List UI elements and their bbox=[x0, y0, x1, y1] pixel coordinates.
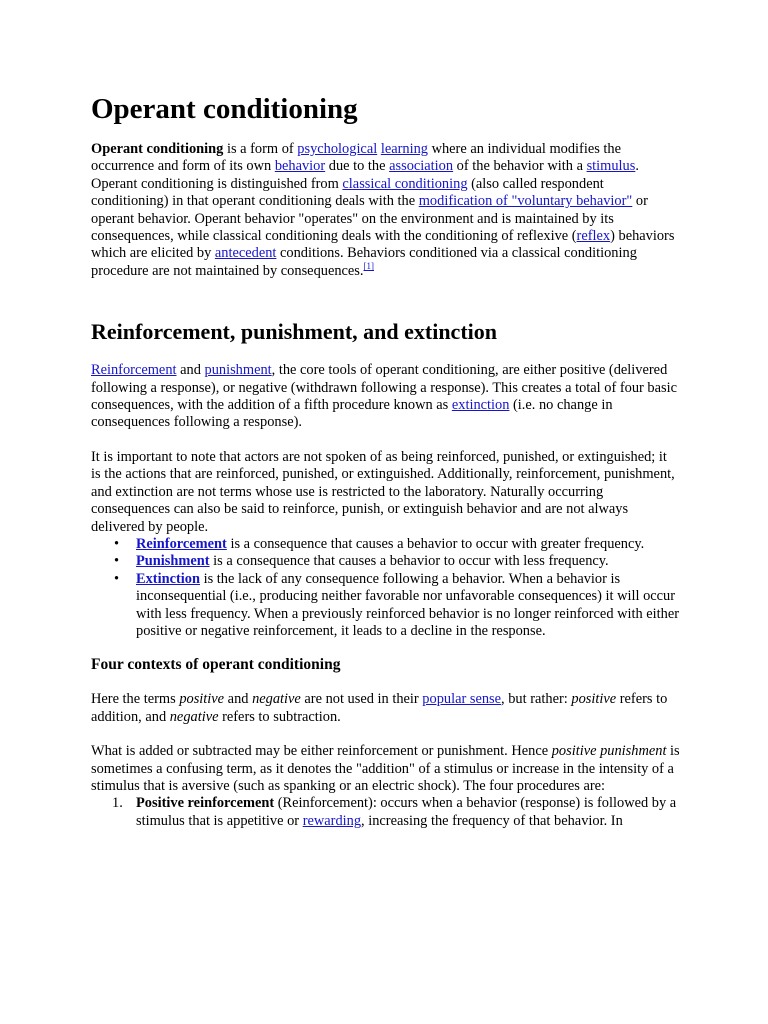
list-item-text: , increasing the frequency of that behavior. In bbox=[361, 812, 623, 829]
link-term-reinforcement[interactable]: Reinforcement bbox=[136, 535, 227, 552]
list-item-text: is a consequence that causes a behavior to occur with less frequency. bbox=[209, 553, 609, 570]
link-reflex[interactable]: reflex bbox=[576, 228, 611, 245]
link-term-extinction[interactable]: Extinction bbox=[136, 570, 200, 587]
list-item-text: (Reinforcement): occurs when a behavior (response) is followed by a stimulus that is appetitive or bbox=[136, 795, 677, 829]
intro-paragraph bbox=[91, 141, 680, 280]
paragraph-text: , the core tools of operant conditioning, are either positive (delivered following a response), or negative (withdrawn following a response). This creates a total of four basic consequences, with the addition of a fifth procedure known as bbox=[91, 362, 677, 414]
definitions-list bbox=[91, 536, 680, 640]
list-item bbox=[112, 795, 680, 830]
bullet-icon: • bbox=[114, 535, 120, 552]
emphasis-text: negative bbox=[252, 691, 301, 708]
intro-text: where an individual modifies the occurrence and form of its own bbox=[91, 141, 622, 175]
bullet-icon: • bbox=[114, 570, 120, 587]
list-item bbox=[114, 553, 680, 570]
intro-bold-term: Operant conditioning bbox=[91, 141, 224, 157]
intro-text: ) behaviors which are elicited by bbox=[91, 228, 675, 262]
list-number: 1. bbox=[112, 795, 123, 812]
section1-paragraph-2: It is important to note that actors are not spoken of as being reinforced, punished, or extinguished; it is the actions that are reinforced, punished, or extinguished. Additionally, reinforcement, punishment, and extinction are not terms whose use is restricted to the laboratory. Naturally occurring consequences can also be said to reinforce, punish, or extinguish behavior and are not always delivered by people. bbox=[91, 448, 675, 535]
link-stimulus[interactable]: stimulus bbox=[586, 158, 636, 175]
paragraph-text: refers to subtraction. bbox=[218, 708, 341, 725]
paragraph-text: is sometimes a confusing term, as it denotes the "addition" of a stimulus or increase in the intensity of a stimulus that is aversive (such as spanking or an electric shock). The four procedures are: bbox=[91, 743, 680, 794]
section2-paragraph-1 bbox=[91, 691, 680, 726]
intro-text: or operant behavior. Operant behavior "operates" on the environment and is maintained by its consequences, while classical conditioning deals with the conditioning of reflexive ( bbox=[91, 193, 648, 245]
section1-paragraph-1 bbox=[91, 362, 680, 432]
intro-text: conditions. Behaviors conditioned via a classical conditioning procedure are not maintained by consequences. bbox=[91, 245, 637, 279]
bullet-icon: • bbox=[114, 553, 120, 570]
emphasis-text: positive bbox=[571, 691, 617, 708]
link-popular-sense[interactable]: popular sense bbox=[422, 691, 502, 708]
procedure-term: Positive reinforcement bbox=[136, 795, 275, 812]
section-heading-four-contexts: Four contexts of operant conditioning bbox=[91, 656, 341, 674]
paragraph-text: are not used in their bbox=[300, 691, 423, 708]
emphasis-text: positive bbox=[179, 691, 225, 708]
link-extinction[interactable]: extinction bbox=[451, 397, 510, 414]
list-item-text: is the lack of any consequence following a behavior. When a behavior is inconsequential (i.e., producing neither favorable nor unfavorable consequences) it will occur with less frequency. When a previously reinforced behavior is no longer reinforced with either positive or negative reinforcement, it leads to a decline in the response. bbox=[136, 570, 680, 639]
link-antecedent[interactable]: antecedent bbox=[214, 245, 277, 262]
link-behavior[interactable]: behavior bbox=[274, 158, 326, 175]
intro-text: . Operant conditioning is distinguished from bbox=[91, 158, 639, 192]
link-learning[interactable]: learning bbox=[380, 141, 428, 157]
link-term-punishment[interactable]: Punishment bbox=[136, 553, 210, 570]
intro-text: of the behavior with a bbox=[453, 158, 587, 175]
list-item-text: is a consequence that causes a behavior to occur with greater frequency. bbox=[226, 535, 645, 552]
link-reinforcement[interactable]: Reinforcement bbox=[91, 362, 177, 379]
paragraph-text: (i.e. no change in consequences following a response). bbox=[91, 397, 613, 431]
reference-link[interactable]: [1] bbox=[363, 260, 375, 271]
paragraph-text: Here the terms bbox=[91, 691, 180, 708]
section-heading-reinforcement: Reinforcement, punishment, and extinction bbox=[91, 319, 497, 345]
paragraph-text: refers to addition, and bbox=[91, 691, 668, 725]
emphasis-text: positive punishment bbox=[551, 743, 667, 760]
procedures-list bbox=[91, 795, 680, 830]
link-voluntary-behavior[interactable]: modification of "voluntary behavior" bbox=[418, 193, 633, 210]
list-item bbox=[114, 535, 680, 553]
paragraph-text: and bbox=[176, 362, 205, 379]
section2-paragraph-2 bbox=[91, 743, 680, 795]
paragraph-text: , but rather: bbox=[501, 691, 572, 708]
intro-text: due to the bbox=[325, 158, 390, 175]
emphasis-text: negative bbox=[169, 708, 219, 725]
page-title: Operant conditioning bbox=[91, 93, 358, 125]
intro-text: (also called respondent conditioning) in that operant conditioning deals with the bbox=[91, 175, 604, 210]
list-item bbox=[114, 570, 680, 641]
paragraph-text: What is added or subtracted may be either reinforcement or punishment. Hence bbox=[91, 743, 552, 760]
paragraph-text: and bbox=[224, 691, 253, 708]
link-rewarding[interactable]: rewarding bbox=[302, 812, 362, 829]
link-association[interactable]: association bbox=[389, 158, 454, 175]
intro-text: is a form of bbox=[223, 141, 298, 157]
link-classical-conditioning[interactable]: classical conditioning bbox=[342, 175, 468, 192]
link-punishment[interactable]: punishment bbox=[204, 362, 272, 379]
link-psychological[interactable]: psychological bbox=[297, 141, 378, 157]
